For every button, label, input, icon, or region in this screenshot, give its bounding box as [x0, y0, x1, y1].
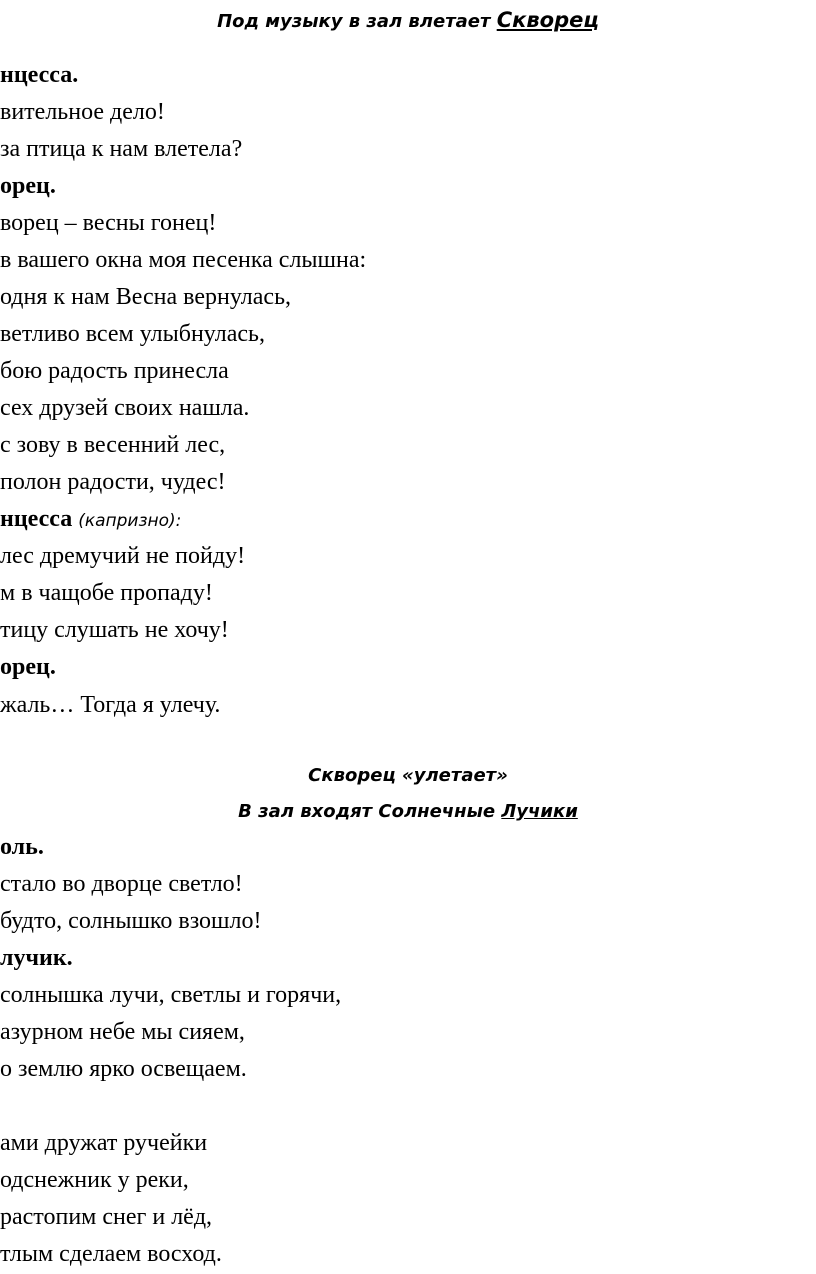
verse-line: за птица к нам влетела?	[0, 136, 243, 162]
character-name-starling: Скворец	[496, 8, 599, 32]
verse-line: бою радость принесла	[0, 358, 229, 384]
stage-direction-starling-enters	[0, 8, 816, 34]
verse-line: растопим снег и лёд,	[0, 1204, 213, 1230]
verse-line: ворец – весны гонец!	[0, 210, 217, 236]
stage-note: (капризно):	[78, 511, 182, 531]
stage-direction-text: В зал входят Солнечные	[238, 801, 502, 822]
verse-line: тлым сделаем восход.	[0, 1241, 222, 1267]
verse-line: сех друзей своих нашла.	[0, 395, 250, 421]
verse-line: одснежник у реки,	[0, 1167, 189, 1193]
stage-direction-sunbeams-enter	[0, 800, 816, 824]
verse-line: лес дремучий не пойду!	[0, 543, 246, 569]
verse-line: азурном небе мы сияем,	[0, 1019, 245, 1045]
speaker-sunbeam: лучик.	[0, 945, 73, 971]
speaker-starling: орец.	[0, 173, 56, 199]
character-name-sunbeams: Лучики	[501, 801, 578, 822]
verse-line: ветливо всем улыбнулась,	[0, 321, 265, 347]
verse-line: вительное дело!	[0, 99, 165, 125]
verse-line: ами дружат ручейки	[0, 1130, 208, 1156]
speaker-label: нцесса	[0, 506, 79, 532]
stage-direction-starling-flies-away: Скворец «улетает»	[308, 765, 508, 786]
stage-direction-text: Под музыку в зал влетает	[217, 11, 497, 32]
verse-line: будто, солнышко взошло!	[0, 908, 262, 934]
verse-line: солнышка лучи, светлы и горячи,	[0, 982, 342, 1008]
verse-line: стало во дворце светло!	[0, 871, 243, 897]
verse-line: полон радости, чудес!	[0, 469, 226, 495]
verse-line: в вашего окна моя песенка слышна:	[0, 247, 367, 273]
verse-line: тицу слушать не хочу!	[0, 617, 229, 643]
speaker-king: оль.	[0, 834, 44, 860]
speaker-starling: орец.	[0, 654, 56, 680]
verse-line: одня к нам Весна вернулась,	[0, 284, 292, 310]
verse-line: о землю ярко освещаем.	[0, 1056, 247, 1082]
speaker-princess: нцесса.	[0, 62, 79, 88]
speaker-princess-capricious	[0, 504, 181, 536]
verse-line: м в чащобе пропаду!	[0, 580, 213, 606]
verse-line: с зову в весенний лес,	[0, 432, 226, 458]
verse-line: жаль… Тогда я улечу.	[0, 692, 221, 718]
